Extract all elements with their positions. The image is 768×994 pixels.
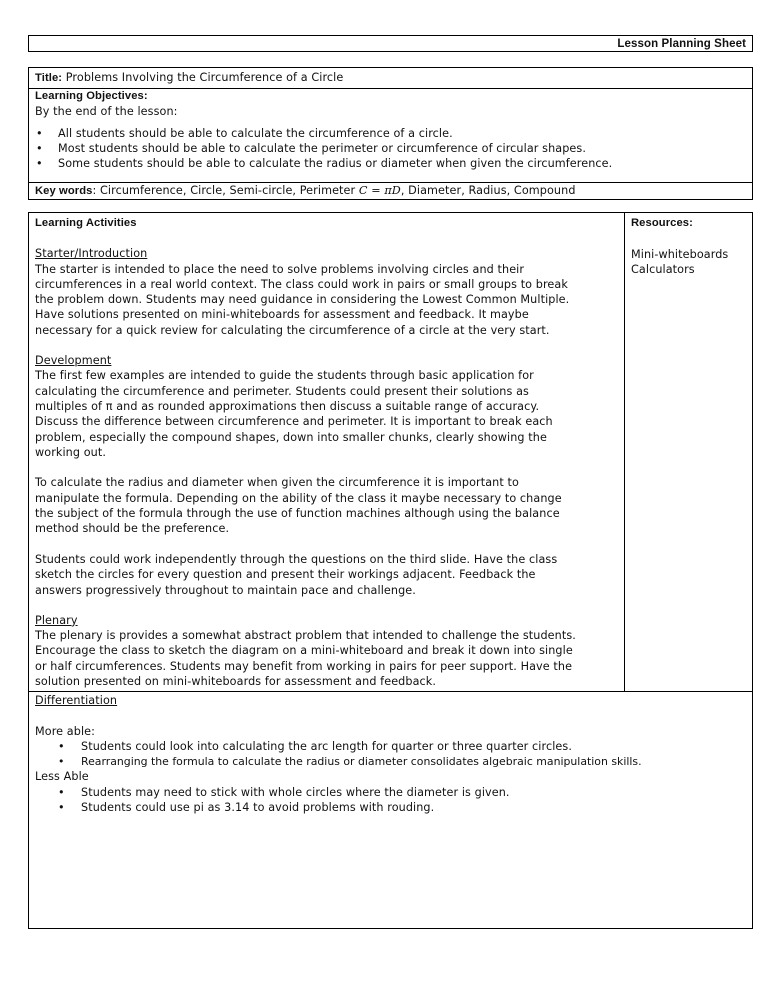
- text-line: Encourage the class to sketch the diagram on a mini-whiteboard and break it down into single: [35, 644, 573, 658]
- text-line: manipulate the formula. Depending on the ability of the class it maybe necessary to change: [35, 491, 562, 505]
- sheet-title: Lesson Planning Sheet: [617, 38, 746, 50]
- keywords-before: : Circumference, Circle, Semi-circle, Perimeter: [92, 184, 359, 197]
- objectives-row: [29, 89, 752, 181]
- text-line: Students could work independently through the questions on the third slide. Have the class: [35, 552, 558, 566]
- objective-item: • All students should be able to calculate the circumference of a circle.: [35, 126, 746, 141]
- less-able-label: Less Able: [35, 770, 89, 784]
- objectives-intro: By the end of the lesson:: [35, 105, 178, 119]
- title-label: Title:: [35, 72, 63, 84]
- list-item: • Students may need to stick with whole circles where the diameter is given.: [35, 785, 746, 800]
- text-line: circumferences in a real world context. The class could work in pairs or small groups to break: [35, 277, 568, 291]
- plenary-title: Plenary: [35, 613, 78, 627]
- objectives-list: [35, 126, 746, 172]
- text-line: multiples of π and as rounded approximations then discuss a suitable range of accuracy.: [35, 399, 540, 413]
- keywords-label: Key words: [35, 185, 93, 197]
- activities-column: [29, 213, 625, 691]
- resources-label: Resources:: [631, 217, 693, 229]
- text-line: Have solutions presented on mini-whiteboards for assessment and feedback. It maybe: [35, 308, 529, 322]
- activities-section: [28, 212, 753, 692]
- text-line: or half circumferences. Students may benefit from working in pairs for peer support. Have the: [35, 659, 573, 673]
- circumference-formula: C = πD: [358, 184, 401, 197]
- text-line: working out.: [35, 445, 107, 459]
- text-line: the problem down. Students may need guidance in considering the Lowest Common Multiple.: [35, 293, 570, 307]
- independent-text: [35, 552, 618, 598]
- keywords-row: [29, 182, 752, 199]
- more-able-label: More able:: [35, 724, 96, 738]
- text-line: sketch the circles for every question and present their workings adjacent. Feedback the: [35, 568, 536, 582]
- lesson-title: Problems Involving the Circumference of a Circle: [65, 71, 344, 84]
- text-line: answers progressively throughout to maintain pace and challenge.: [35, 583, 416, 597]
- lesson-overview: [28, 67, 753, 200]
- resource-item: Calculators: [631, 262, 695, 276]
- text-line: The starter is intended to place the need to solve problems involving circles and their: [35, 262, 525, 276]
- text-line: To calculate the radius and diameter when given the circumference it is important to: [35, 476, 519, 490]
- text-line: necessary for a quick review for calculating the circumference of a circle at the very start.: [35, 323, 550, 337]
- text-line: the subject of the formula through the use of function machines although using the balance: [35, 507, 560, 521]
- resource-item: Mini-whiteboards: [631, 247, 729, 261]
- list-item: • Rearranging the formula to calculate the radius or diameter consolidates algebraic manipulation skills.: [35, 754, 746, 769]
- text-line: Discuss the difference between circumference and perimeter. It is important to break each: [35, 415, 553, 429]
- objective-item: • Some students should be able to calculate the radius or diameter when given the circumference.: [35, 156, 746, 171]
- list-item: • Students could use pi as 3.14 to avoid problems with rouding.: [35, 800, 746, 815]
- text-line: solution presented on mini-whiteboards for assessment and feedback.: [35, 675, 437, 689]
- header-bar: [28, 35, 753, 52]
- title-row: [29, 68, 752, 89]
- text-line: The first few examples are intended to guide the students through basic application for: [35, 369, 534, 383]
- development-text: [35, 368, 618, 460]
- text-line: method should be the preference.: [35, 522, 230, 536]
- resources-column: [625, 213, 753, 691]
- keywords-after: , Diameter, Radius, Compound: [400, 184, 576, 197]
- more-able-list: [35, 739, 746, 770]
- list-item: • Students could look into calculating the arc length for quarter or three quarter circles.: [35, 739, 746, 754]
- radius-text: [35, 475, 618, 536]
- differentiation-section: [28, 691, 753, 929]
- objective-item: • Most students should be able to calculate the perimeter or circumference of circular shapes.: [35, 141, 746, 156]
- objectives-label: Learning Objectives:: [35, 90, 148, 102]
- development-title: Development: [35, 354, 112, 368]
- text-line: problem, especially the compound shapes, down into smaller chunks, clearly showing the: [35, 430, 547, 444]
- text-line: The plenary is provides a somewhat abstract problem that intended to challenge the students.: [35, 629, 576, 643]
- plenary-text: [35, 628, 618, 689]
- starter-title: Starter/Introduction: [35, 247, 148, 261]
- differentiation-title: Differentiation: [35, 694, 118, 707]
- starter-text: [35, 262, 618, 338]
- text-line: calculating the circumference and perimeter. Students could present their solutions as: [35, 384, 529, 398]
- less-able-list: [35, 785, 746, 816]
- activities-label: Learning Activities: [35, 217, 137, 229]
